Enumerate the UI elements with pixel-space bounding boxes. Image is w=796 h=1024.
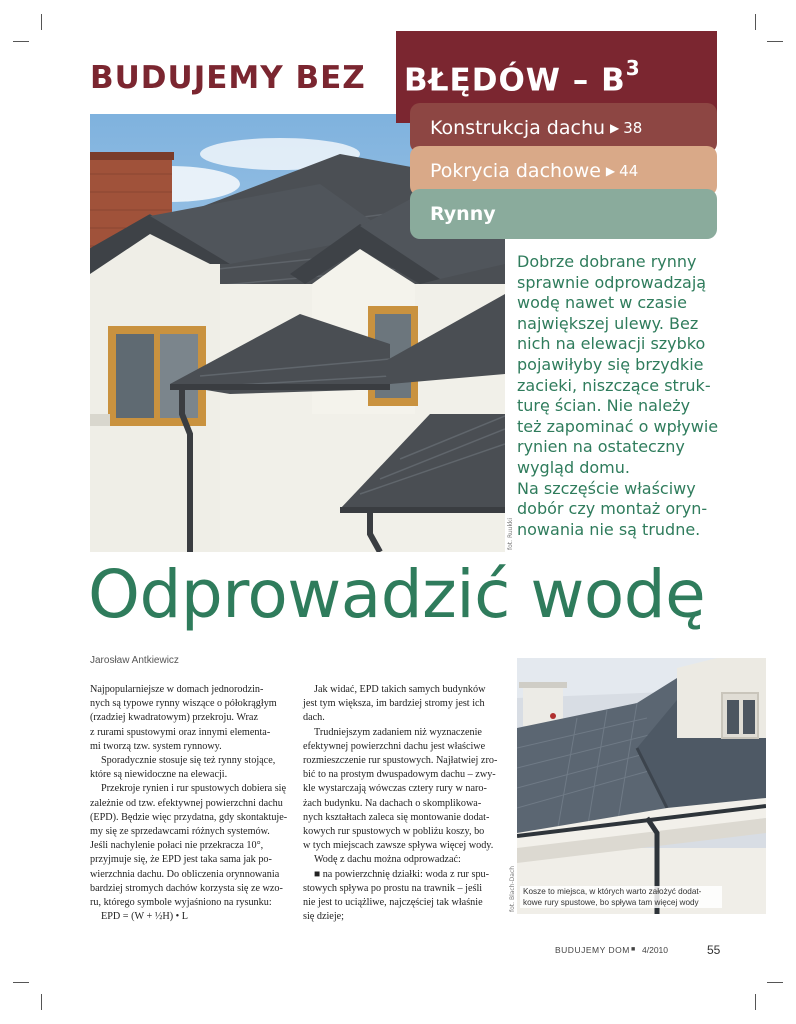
article-author: Jarosław Antkiewicz bbox=[90, 655, 179, 666]
tab-label: Rynny bbox=[430, 203, 496, 225]
body-line: (EPD). Będzie więc przydatna, gdy skontaktuje- bbox=[90, 811, 288, 823]
lead-line: wygląd domu. bbox=[517, 457, 630, 477]
bullet-line: ■ na powierzchnię działki: woda z rur spu- bbox=[314, 868, 490, 880]
series-title-text: BŁĘDÓW – B bbox=[404, 62, 626, 99]
photo-credit: fot. Blach-Dach bbox=[509, 865, 516, 912]
body-line: które są niewidoczne na elewacji. bbox=[90, 769, 228, 781]
body-line: rozmieszczenie rur spustowych. Najłatwiej zro- bbox=[303, 755, 498, 767]
lead-line: Na szczęście właściwy bbox=[517, 478, 696, 498]
body-line: wierzchnia dachu. Do obliczenia orynnowania bbox=[90, 868, 280, 880]
body-line: zależnie od tzw. efektywnej powierzchni dachu bbox=[90, 797, 283, 809]
crop-mark bbox=[13, 41, 29, 42]
article-headline: Odprowadzić wodę bbox=[88, 556, 706, 633]
lead-line: największej ulewy. Bez bbox=[517, 313, 699, 333]
crop-mark bbox=[755, 14, 756, 30]
body-line: w tych miejscach zawsze spływa więcej wody. bbox=[303, 840, 494, 852]
series-superscript: 3 bbox=[625, 56, 641, 80]
lead-line: zacieki, niszczące struk- bbox=[517, 375, 711, 395]
photo-credit: fot. Ruukki bbox=[507, 517, 514, 550]
body-line: ru, którego symbole wyjaśniono na rysunku: bbox=[90, 897, 272, 909]
triangle-right-icon: ▶ bbox=[605, 164, 616, 178]
series-title-left: BUDUJEMY BEZ bbox=[90, 60, 366, 96]
body-line: dach. bbox=[303, 712, 325, 724]
body-line: bardziej stromych dachów korzysta się ze wzo- bbox=[90, 882, 283, 894]
lead-line: też zapominać o wpływie bbox=[517, 416, 719, 436]
lead-line: Dobrze dobrane rynny bbox=[517, 252, 697, 271]
crop-mark bbox=[41, 994, 42, 1010]
formula-line: EPD = (W + ½H) • L bbox=[101, 911, 189, 923]
series-title-right bbox=[404, 56, 641, 99]
lead-line: sprawnie odprowadzają bbox=[517, 272, 707, 292]
body-line: nych są typowe rynny wiszące o półokrągłym bbox=[90, 698, 277, 710]
lead-paragraph bbox=[517, 252, 732, 540]
body-column-2 bbox=[303, 683, 519, 924]
page-number: 55 bbox=[707, 943, 721, 957]
body-line: Przekroje rynien i rur spustowych dobiera się bbox=[101, 783, 287, 795]
body-line: z rurami spustowymi oraz innymi elementa- bbox=[90, 726, 271, 738]
body-line: my się ze sprzedawcami różnych systemów. bbox=[90, 826, 270, 838]
body-line: stowych spływa po prostu na trawnik – jeśli bbox=[303, 882, 483, 894]
body-line: bić to na prostym dwuspadowym dachu – zwy- bbox=[303, 769, 496, 781]
body-line: Sporadycznie stosuje się też rynny stojące, bbox=[101, 755, 276, 767]
body-column-1 bbox=[90, 683, 306, 924]
crop-mark bbox=[13, 982, 29, 983]
tab-page-number: 38 bbox=[623, 119, 643, 137]
triangle-right-icon: ▶ bbox=[610, 121, 620, 135]
crop-mark bbox=[41, 14, 42, 30]
footer-square-icon: ■ bbox=[631, 946, 636, 953]
body-line: kle wystarczają wówczas cztery rury w naro- bbox=[303, 783, 487, 795]
body-line: (rzadziej kwadratowym) przekroju. Wraz bbox=[90, 712, 258, 724]
lead-line: nowania nie są trudne. bbox=[517, 519, 701, 539]
body-line: żach budynku. Na dachach o skomplikowa- bbox=[303, 797, 482, 809]
footer-issue: 4/2010 bbox=[642, 945, 668, 955]
lead-line: rynien na ostateczny bbox=[517, 437, 685, 457]
crop-mark bbox=[767, 982, 783, 983]
body-line: Najpopularniejsze w domach jednorodzin- bbox=[90, 684, 264, 695]
body-line: nych kształtach zaleca się montowanie dodat- bbox=[303, 811, 490, 823]
lead-line: pojawiłyby się brzydkie bbox=[517, 354, 704, 374]
body-line: się dzieje; bbox=[303, 911, 345, 923]
tab-rynny[interactable] bbox=[410, 189, 717, 239]
body-line: mi tworzą tzw. system rynnowy. bbox=[90, 740, 222, 752]
tab-page-number: 44 bbox=[619, 162, 639, 180]
body-line: Jeśli nachylenie połaci nie przekracza 10°, bbox=[90, 840, 264, 852]
photo-caption: Kosze to miejsca, w których warto założyć dodat-kowe rury spustowe, bo spływa tam więcej wody bbox=[520, 886, 722, 908]
crop-mark bbox=[755, 994, 756, 1010]
roof-valley-illustration bbox=[517, 658, 766, 914]
tab-label: Pokrycia dachowe bbox=[430, 160, 601, 182]
tab-label: Konstrukcja dachu bbox=[430, 117, 606, 139]
body-line: kowych rur spustowych w pobliżu koszy, bo bbox=[303, 826, 485, 838]
lead-line: wodę nawet w czasie bbox=[517, 293, 687, 313]
lead-line: dobór czy montaż oryn- bbox=[517, 499, 708, 519]
lead-line: nich na elewacji szybko bbox=[517, 334, 706, 354]
body-line: jest tym większa, im bardziej stromy jest ich bbox=[303, 698, 485, 710]
photo-roof-valley bbox=[517, 658, 766, 914]
body-line: Jak widać, EPD takich samych budynków bbox=[314, 684, 486, 695]
body-line: Wodę z dachu można odprowadzać: bbox=[314, 854, 461, 866]
lead-line: turę ścian. Nie należy bbox=[517, 396, 691, 416]
footer-magazine: BUDUJEMY DOM bbox=[555, 945, 630, 955]
crop-mark bbox=[767, 41, 783, 42]
body-line: efektywnej powierzchni dachu jest właściwe bbox=[303, 740, 486, 752]
body-line: przyjmuje się, że EPD jest taka sama jak po- bbox=[90, 854, 272, 866]
body-line: Trudniejszym zadaniem niż wyznaczenie bbox=[314, 726, 482, 738]
body-line: nie jest to uciążliwe, najczęściej tak właśnie bbox=[303, 897, 483, 909]
